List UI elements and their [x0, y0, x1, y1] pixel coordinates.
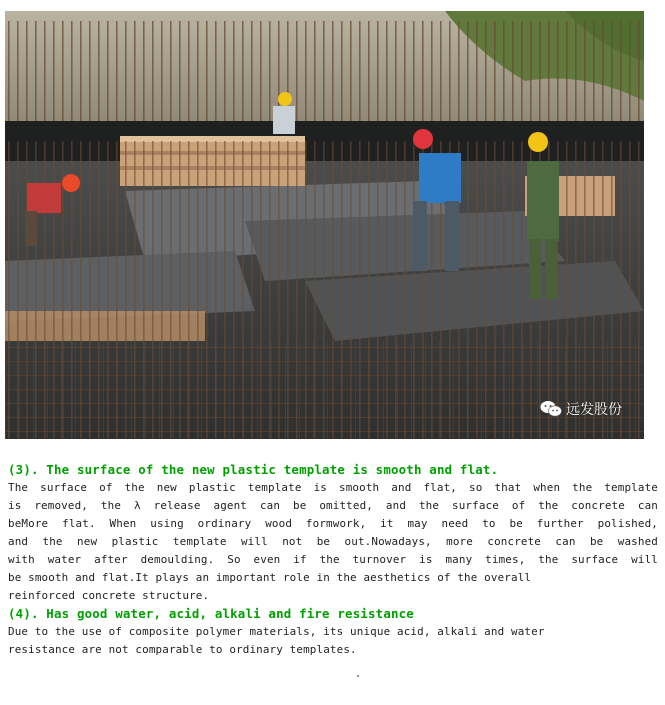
section-3-line: beMore flat. When using ordinary wood formwork, it may need to be further polished,: [8, 517, 658, 530]
construction-site-photo: [5, 11, 644, 439]
section-3-line: with water after demoulding. So even if the turnover is many times, the surface will: [8, 553, 658, 566]
section-4-heading: (4). Has good water, acid, alkali and fire resistance: [8, 606, 414, 621]
stray-dot: [357, 675, 359, 677]
section-3-line: and the new plastic template will not be out.Nowadays, more concrete can be washed: [8, 535, 658, 548]
section-3-line: be smooth and flat.It plays an important role in the aesthetics of the overall: [8, 571, 532, 584]
section-3-line: is removed, the λ release agent can be omitted, and the surface of the concrete can: [8, 499, 658, 512]
section-3-body: [8, 479, 658, 605]
section-3: [8, 461, 658, 605]
section-4-line: resistance are not comparable to ordinary templates.: [8, 643, 357, 656]
section-4: [8, 605, 658, 659]
wechat-icon: [540, 400, 562, 418]
watermark-text: 远发股份: [566, 402, 622, 418]
section-4-line: Due to the use of composite polymer materials, its unique acid, alkali and water: [8, 625, 545, 638]
section-3-line: reinforced concrete structure.: [8, 589, 210, 602]
section-3-line: The surface of the new plastic template is smooth and flat, so that when the template: [8, 481, 658, 494]
section-4-body: [8, 623, 658, 659]
section-3-heading: (3). The surface of the new plastic template is smooth and flat.: [8, 462, 499, 477]
watermark: [540, 399, 622, 419]
